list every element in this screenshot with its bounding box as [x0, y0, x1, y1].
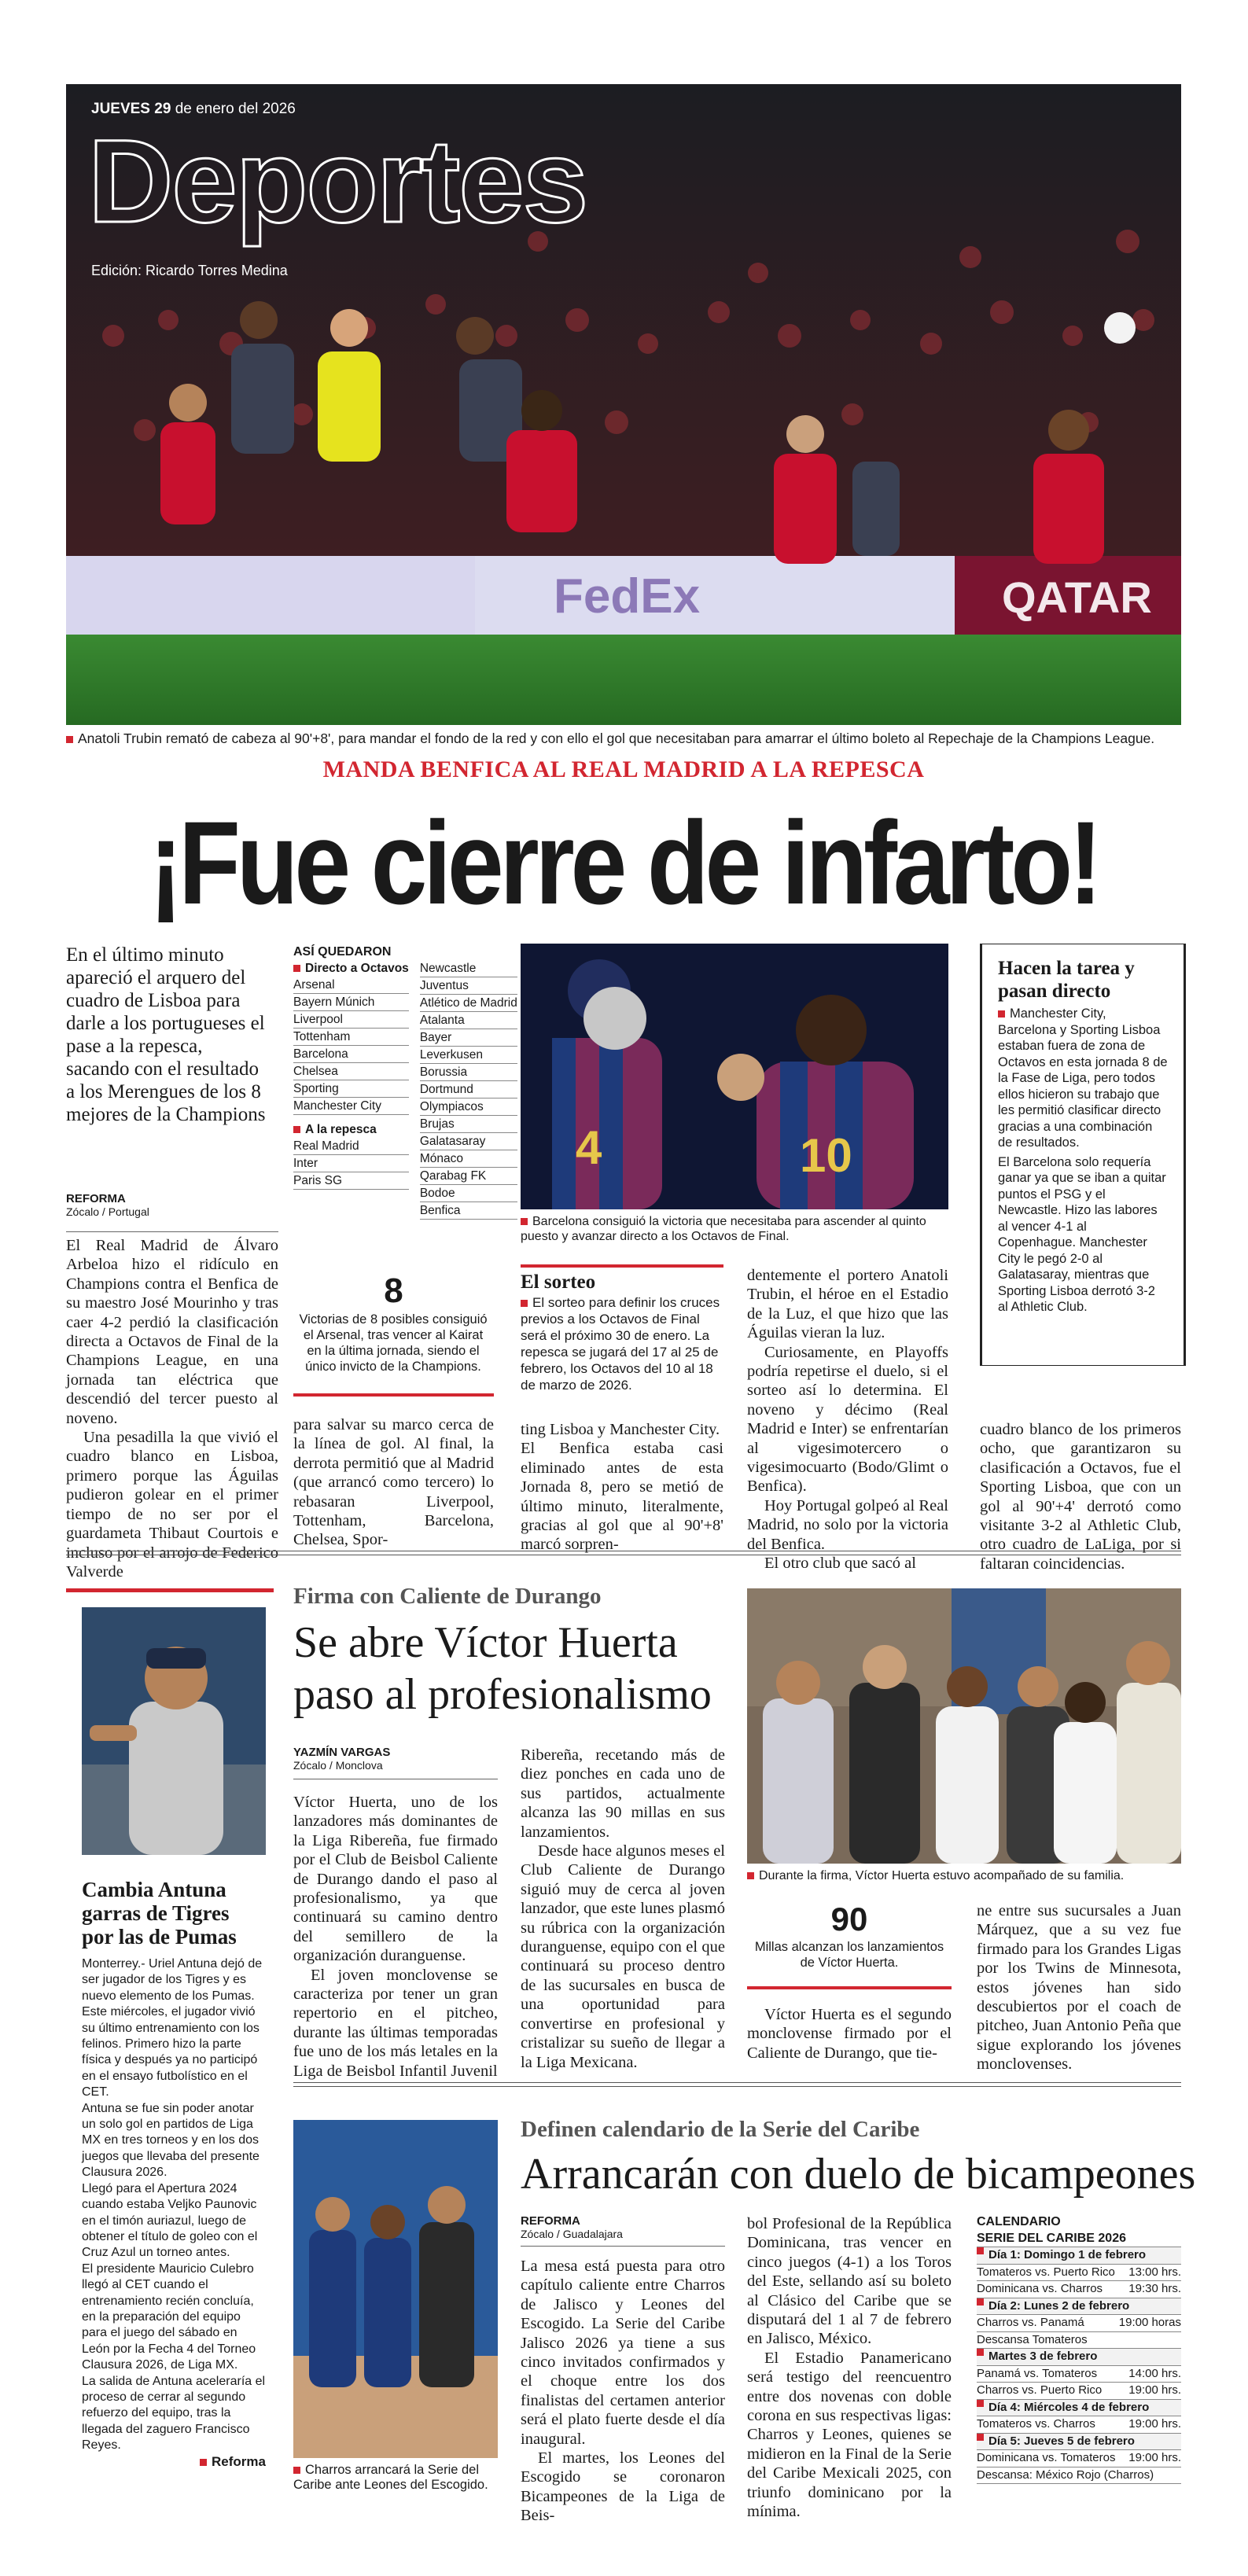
player-illustration: [82, 1607, 266, 1855]
charros-photo: [293, 2120, 498, 2458]
huerta-stat-rule: [747, 1986, 952, 1989]
calendar-subtitle-text: SERIE DEL CARIBE 2026: [977, 2231, 1126, 2245]
antuna-title: Cambia Antuna garras de Tigres por las de Pumas: [82, 1878, 237, 1949]
table-row: Qarabag FK: [420, 1168, 517, 1185]
red-square-icon: [200, 2459, 207, 2466]
section-divider: [66, 1551, 1181, 1555]
huerta-column-4: [977, 1901, 1181, 2074]
antuna-signature: [82, 2454, 266, 2470]
game-teams: Descansa Tomateros: [977, 2332, 1088, 2346]
lead-column-4: [747, 1266, 948, 1573]
byline-name: REFORMA: [66, 1192, 126, 1205]
table-row: Dortmund: [420, 1081, 517, 1098]
calendar-row: [977, 2315, 1181, 2332]
calendar-row: [977, 2467, 1181, 2485]
paragraph: Hoy Portugal golpeó al Real Madrid, no solo por la victoria del Benfica.: [747, 1496, 948, 1553]
table-col-1: [293, 960, 409, 1220]
paragraph: El joven monclovense se caracteriza por tener un gran repertorio en el pitcheo, durante las últimas temporadas fue uno de los más letales en la Liga de Beisbol Infantil Juvenil: [293, 1966, 498, 2080]
red-square-icon: [977, 2247, 984, 2254]
side-box-title: Hacen la tarea y pasan directo: [998, 958, 1135, 1002]
standings-table: [293, 944, 517, 1220]
red-square-icon: [998, 1010, 1005, 1018]
section-divider: [293, 2082, 1181, 2087]
antuna-text: [82, 1956, 266, 2470]
family-caption: [747, 1868, 1181, 1883]
calendar-row: [977, 2366, 1181, 2383]
table-row: Bayern Múnich: [293, 994, 409, 1011]
paragraph: Víctor Huerta es el segundo monclovense firmado por el Caliente de Durango, que tie-: [747, 2006, 952, 2062]
repesca-label: [293, 1121, 409, 1138]
game-teams: Charros vs. Panamá: [977, 2316, 1084, 2329]
game-time: 19:00 hrs.: [1128, 2417, 1181, 2431]
game-teams: Dominicana vs. Charros: [977, 2282, 1103, 2295]
sorteo-box: [521, 1271, 723, 1393]
paragraph: La mesa está puesta para otro capítulo caliente entre Charros de Jalisco y Leones del Escogido. La Serie del Caribe Jalisco 2026 ya tiene a sus cinco invitados confirmados y el choque entre los dos finalistas del certamen anterior será el plato fuerte desde el día inaugural.: [521, 2258, 725, 2448]
family-illustration: [747, 1588, 1181, 1864]
charros-caption: [293, 2463, 498, 2493]
red-square-icon: [977, 2434, 984, 2441]
red-square-icon: [66, 736, 73, 743]
calendar-box: [977, 2214, 1181, 2484]
table-row: Chelsea: [293, 1063, 409, 1080]
game-time: 13:00 hrs.: [1128, 2265, 1181, 2279]
date-rest: de enero del 2026: [175, 101, 296, 117]
paragraph: El Real Madrid de Álvaro Arbeloa hizo el ridículo en Champions contra el Benfica de su maestro José Mourinho y tras caer 4-2 perdió la clasificación directa a Octavos de Final de la Champions League, en una jornada tan eléctrica que descendió del tercer puesto al noveno.: [66, 1237, 278, 1427]
red-square-icon: [977, 2349, 984, 2356]
red-square-icon: [293, 2467, 300, 2474]
byline-place: Zócalo / Guadalajara: [521, 2228, 623, 2240]
caribe-headline: Arrancarán con duelo de bicampeones: [521, 2150, 1196, 2199]
table-col-2: [420, 960, 517, 1220]
table-row: Brujas: [420, 1116, 517, 1133]
paragraph: Víctor Huerta, uno de los lanzadores más dominantes de la Liga Ribereña, fue firmado por el Club de Beisbol Caliente de Durango dando el paso al profesionalismo, ya que continuará su camino dentro del semillero de la organización duranguense.: [293, 1794, 498, 1965]
game-teams: Charros vs. Puerto Rico: [977, 2383, 1103, 2397]
caption-text: Charros arrancará la Serie del Caribe ante Leones del Escogido.: [293, 2463, 488, 2492]
svg-text:QATAR: QATAR: [1002, 572, 1152, 622]
antuna-rule: [66, 1588, 274, 1592]
red-square-icon: [977, 2298, 984, 2306]
table-row: Mónaco: [420, 1150, 517, 1168]
game-time: 19:00 horas: [1118, 2316, 1181, 2329]
table-row: Sporting: [293, 1080, 409, 1098]
sorteo-text: [521, 1294, 723, 1393]
huerta-column-1: [293, 1793, 498, 2081]
calendar-row: [977, 2265, 1181, 2282]
table-row: Tottenham: [293, 1029, 409, 1046]
huerta-kicker: Firma con Caliente de Durango: [293, 1584, 602, 1609]
calendar-row: [977, 2332, 1181, 2350]
direct-label-text: Directo a Octavos: [305, 962, 409, 975]
lead-column-3: [521, 1420, 723, 1555]
paragraph: El otro club que sacó al: [764, 1555, 916, 1573]
paragraph: El presidente Mauricio Culebro llegó al CET cuando el entrenamiento recién concluía, en la preparación del equipo para el juego del sábado en León por la Fecha 4 del Torneo Clausura 2026, de Liga MX.: [82, 2261, 256, 2372]
table-title: ASÍ QUEDARON: [293, 945, 392, 959]
byline-name: REFORMA: [521, 2214, 580, 2228]
huerta-column-2: [521, 1746, 725, 2072]
svg-text:FedEx: FedEx: [554, 569, 701, 624]
calendar-day: [977, 2349, 1181, 2366]
table-row: Barcelona: [293, 1046, 409, 1063]
calendar-subtitle: [977, 2231, 1181, 2248]
lead-photo-caption: [66, 731, 1181, 746]
signature-text: Reforma: [212, 2453, 266, 2469]
stat-rule: [293, 1393, 494, 1397]
lead-kicker: MANDA BENFICA AL REAL MADRID A LA REPESCA: [322, 756, 925, 782]
stat-text: Victorias de 8 posibles consiguió el Arsenal, tras vencer al Kairat en la última jornada, siendo el único invicto de la Champions.: [299, 1312, 488, 1374]
barcelona-caption: [521, 1214, 948, 1244]
huerta-headline: Se abre Víctor Huerta paso al profesionalismo: [293, 1618, 712, 1719]
red-square-icon: [293, 965, 300, 972]
divider: [66, 1231, 278, 1232]
game-time: 14:00 hrs.: [1128, 2366, 1181, 2380]
game-teams: Tomateros vs. Charros: [977, 2417, 1095, 2431]
game-teams: Descansa: México Rojo (Charros): [977, 2467, 1154, 2482]
game-time: 19:00 hrs.: [1128, 2451, 1181, 2464]
stat-number: 8: [384, 1271, 403, 1310]
table-row: Olympiacos: [420, 1098, 517, 1116]
sorteo-text-content: El sorteo para definir los cruces previos a los Octavos de Final será el próximo 30 de enero. La repesca se jugará del 17 al 25 de febrero, los Octavos del 10 al 18 de marzo de 2026.: [521, 1295, 720, 1393]
sorteo-rule: [521, 1264, 723, 1268]
calendar-row: [977, 2281, 1181, 2298]
paragraph: ting Lisboa y Manchester City. El Benfica estaba casi eliminado antes de esta Jornada 8, pero se metió de último minuto, literalmente, gracias al gol que al 90'+8' marcó sorpren-: [521, 1421, 723, 1554]
paragraph: bol Profesional de la República Dominicana, tras vencer en cinco juegos (4-1) a los Toros del Este, sellando así su boleto al Clásico del Caribe que se disputará del 1 al 7 de febrero en Jalisco, México.: [747, 2215, 952, 2348]
paragraph: La salida de Antuna aceleraría el proceso de cerrar al segundo refuerzo del equipo, tras la llegada del zaguero Francisco Reyes.: [82, 2374, 266, 2453]
table-row: Atalanta: [420, 1012, 517, 1029]
direct-label: [293, 960, 409, 977]
calendar-title-text: CALENDARIO: [977, 2215, 1061, 2228]
date-day: JUEVES 29: [91, 101, 171, 117]
table-row: Newcastle: [420, 960, 517, 977]
game-teams: Panamá vs. Tomateros: [977, 2366, 1098, 2380]
game-time: 19:30 hrs.: [1128, 2282, 1181, 2295]
svg-text:10: 10: [800, 1129, 852, 1182]
table-row: Inter: [293, 1155, 409, 1172]
side-box-text: [998, 1006, 1168, 1151]
table-row: Bodoe: [420, 1185, 517, 1202]
lead-column-1: [66, 1236, 278, 1581]
red-square-icon: [293, 1126, 300, 1133]
paragraph: Curiosamente, en Playoffs podría repetirse el duelo, si el sorteo así lo determina. El noveno y décimo (Real Madrid e Inter) se enfrentarían al vigesimotercero o vigesimocuarto (Bodo/Glimt o Benfica).: [747, 1343, 948, 1496]
paragraph: Llegó para el Apertura 2024 cuando estaba Veljko Paunovic en el timón auriazul, luego de obtener el título de goleo con el Cruz Azul un torneo antes.: [82, 2181, 258, 2260]
table-row: Bayer: [420, 1029, 517, 1047]
table-row: Galatasaray: [420, 1133, 517, 1150]
table-row: Real Madrid: [293, 1138, 409, 1155]
caribe-column-2: [747, 2214, 952, 2522]
table-row: Liverpool: [293, 1011, 409, 1029]
table-row: Leverkusen: [420, 1047, 517, 1064]
paragraph: El Estadio Panamericano será testigo del reencuentro entre dos novenas con doble corona en sus respectivas ligas: Charros y Leones, quienes se midieron en la Final de la Serie del Caribe Mexicali 2025, con triunfo dominicano por la mínima.: [747, 2349, 952, 2521]
table-row: Paris SG: [293, 1172, 409, 1190]
table-row: Borussia: [420, 1064, 517, 1081]
antuna-photo: [82, 1607, 266, 1855]
sorteo-title: El sorteo: [521, 1271, 596, 1293]
paragraph: Una pesadilla la que vivió el cuadro blanco en Lisboa, primero porque las Águilas pudieron golear en el primer tiempo de no ser por el guardameta Thibaut Courtois e incluso por el arrojo de Federico Valverde: [66, 1429, 278, 1581]
byline-place: Zócalo / Monclova: [293, 1759, 383, 1772]
game-teams: Tomateros vs. Puerto Rico: [977, 2265, 1115, 2279]
paragraph: Antuna se fue sin poder anotar un solo gol en partidos de Liga MX en tres torneos y en los dos juegos que llevaba del presente Clausura 2026.: [82, 2101, 260, 2180]
caribe-byline: [521, 2214, 623, 2240]
table-row: Arsenal: [293, 977, 409, 994]
paragraph: cuadro blanco de los primeros ocho, que garantizaron su clasificación a Octavos, fue el Sporting Lisboa, que con un gol al 90'+4' derrotó como visitante 3-2 al Athletic Club, otro cuadro de LaLiga, por si faltaran coincidencias.: [980, 1421, 1181, 1573]
huerta-byline: [293, 1746, 390, 1772]
table-row: Atlético de Madrid: [420, 995, 517, 1012]
day-label: Día 4: Miércoles 4 de febrero: [988, 2400, 1150, 2414]
calendar-day: [977, 2298, 1181, 2316]
day-label: Día 1: Domingo 1 de febrero: [988, 2248, 1147, 2261]
paragraph: para salvar su marco cerca de la línea de gol. Al final, la derrota permitió que al Madrid (que arrancó como tercero) lo rebasaran Liverpool, Tottenham, Barcelona, Chelsea, Spor-: [293, 1416, 494, 1549]
calendar-day: [977, 2247, 1181, 2265]
byline-place: Zócalo / Portugal: [66, 1205, 149, 1218]
svg-text:4: 4: [576, 1121, 602, 1174]
side-text-2: El Barcelona solo requería ganar ya que se iban a quitar puntos el PSG y el Newcastle. Hizo las labores al vencer 4-1 al Copenhague. Manchester City le pegó 2-0 al Galatasaray, mientras que Sporting Lisboa derrotó 3-2 al Athletic Club.: [998, 1154, 1166, 1314]
day-label: Día 2: Lunes 2 de febrero: [988, 2298, 1130, 2313]
repesca-label-text: A la repesca: [305, 1123, 377, 1136]
table-row: Benfica: [420, 1202, 517, 1220]
red-square-icon: [521, 1300, 528, 1307]
caribe-column-1: [521, 2257, 725, 2526]
lead-headline: ¡Fue cierre de infarto!: [149, 797, 1099, 929]
divider: [521, 2246, 725, 2247]
red-square-icon: [977, 2400, 984, 2407]
paragraph: dentemente el portero Anatoli Trubin, el héroe en el Estadio de la Luz, el que hizo que las Águilas vieran la luz.: [747, 1267, 948, 1342]
red-square-icon: [747, 1872, 754, 1879]
huerta-stat-text: Millas alcanzan los lanzamientos de Víctor Huerta.: [754, 1940, 944, 1970]
huerta-column-3: [747, 2005, 952, 2063]
calendar-row: [977, 2383, 1181, 2400]
edition-line: Edición: Ricardo Torres Medina: [91, 263, 288, 278]
paragraph: Monterrey.- Uriel Antuna dejó de ser jugador de los Tigres y es nuevo elemento de los Pumas. Este miércoles, el jugador vivió su último entrenamiento con los felinos. Primero hizo la parte física y después ya no participó en el ensayo futbolístico en el CET.: [82, 1957, 263, 2099]
paragraph: Desde hace algunos meses el Club Caliente de Durango siguió muy de cerca al joven lanzador, que este lunes plasmó su rúbrica con la organización duranguense, equipo con el que continuará su proceso dentro de las sucursales en busca de una oportunidad para convertirse en profesional y cristalizar su sueño de llegar a la Liga Mexicana.: [521, 1842, 725, 2071]
red-square-icon: [521, 1218, 528, 1225]
caption-text: Barcelona consiguió la victoria que necesitaba para ascender al quinto puesto y avanzar directo a los Octavos de Final.: [521, 1215, 926, 1243]
table-row: Juventus: [420, 977, 517, 995]
side-text-1: Manchester City, Barcelona y Sporting Lisboa estaban fuera de zona de Octavos en esta jornada 8 de la Fase de Liga, pero todos ellos hicieron su trabajo que les permitió clasificar directo gracias a una combinación de resultados.: [998, 1006, 1168, 1150]
paragraph: Ribereña, recetando más de diez ponches en cada uno de sus partidos, actualmente alcanza las 90 millas en sus lanzamientos.: [521, 1746, 725, 1841]
lead-deck: En el último minuto apareció el arquero del cuadro de Lisboa para darle a los portugueses el pase a la repesca, sacando con el resultado a los Merengues de los 8 mejores de la Champions: [66, 944, 266, 1125]
game-teams: Dominicana vs. Tomateros: [977, 2451, 1116, 2464]
caribe-kicker: Definen calendario de la Serie del Caribe: [521, 2117, 920, 2142]
table-columns: [293, 960, 517, 1220]
huerta-stat-number: 90: [830, 1901, 868, 1938]
lead-byline: [66, 1192, 149, 1218]
calendar-row: [977, 2450, 1181, 2467]
calendar-day: [977, 2434, 1181, 2451]
calendar-title: [977, 2214, 1181, 2231]
side-box: [980, 944, 1186, 1366]
celebration-illustration: [521, 944, 948, 1209]
family-photo: [747, 1588, 1181, 1864]
game-time: 19:00 hrs.: [1128, 2383, 1181, 2397]
lead-column-2: [293, 1415, 494, 1550]
calendar-day: [977, 2400, 1181, 2417]
paragraph: ne entre sus sucursales a Juan Márquez, que a su vez fue firmado para los Grandes Ligas por los Twins de Minnesota, estos jóvenes han sido descubiertos por el coach de pitcheo, Juan Antonio Peña que sigue explorando los jóvenes monclovenses.: [977, 1902, 1181, 2074]
barcelona-photo: [521, 944, 948, 1209]
caption-text: Durante la firma, Víctor Huerta estuvo acompañado de su familia.: [759, 1869, 1125, 1882]
table-row: Manchester City: [293, 1098, 409, 1115]
byline-name: YAZMÍN VARGAS: [293, 1746, 391, 1759]
caption-text: Anatoli Trubin remató de cabeza al 90'+8', para mandar el fondo de la red y con ello el gol que necesitaban para amarrar el último boleto al Repechaje de la Champions League.: [78, 730, 1155, 746]
calendar-row: [977, 2416, 1181, 2434]
baseball-illustration: [293, 2120, 498, 2458]
paragraph: El martes, los Leones del Escogido se coronaron Bicampeones de la Liga de Beis-: [521, 2449, 725, 2525]
day-label: Día 5: Jueves 5 de febrero: [988, 2434, 1135, 2448]
day-label: Martes 3 de febrero: [988, 2350, 1098, 2363]
section-title: Deportes: [88, 115, 587, 247]
